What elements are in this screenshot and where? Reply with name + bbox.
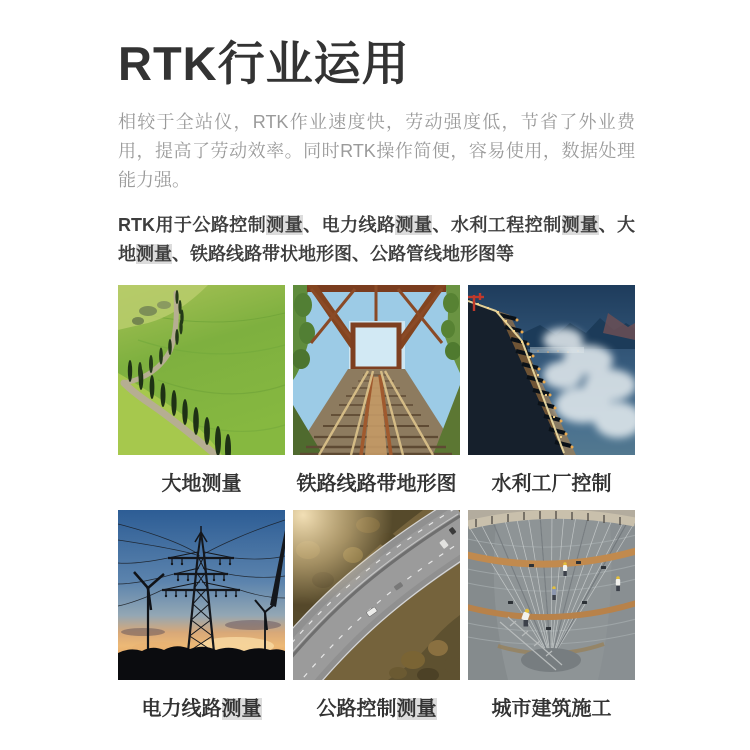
applications-paragraph bbox=[118, 211, 635, 269]
photo-caption bbox=[293, 680, 460, 735]
urban-construction-photo bbox=[468, 510, 635, 680]
power-line-pylon-photo bbox=[118, 510, 285, 680]
caption-text-segment: 水利工厂控制 bbox=[491, 472, 612, 495]
dam-spillway-photo bbox=[468, 285, 635, 455]
applications-text-segment: 、电力线路 bbox=[303, 214, 396, 235]
gallery-item bbox=[293, 285, 460, 510]
page-title: RTK行业运用 bbox=[118, 37, 410, 90]
gallery-item bbox=[468, 285, 635, 510]
highlighted-term: 测量 bbox=[396, 697, 437, 720]
intro-paragraph: 相较于全站仪，RTK作业速度快，劳动强度低，节省了外业费用，提高了劳动效率。同时RTK操作简便，容易使用，数据处理能力强。 bbox=[118, 111, 635, 190]
caption-text-segment: 城市建筑施工 bbox=[491, 697, 612, 720]
highlighted-term: 测量 bbox=[266, 214, 304, 235]
highway-photo bbox=[293, 510, 460, 680]
photo-caption bbox=[118, 680, 285, 735]
gallery-item bbox=[118, 510, 285, 735]
highlighted-term: 测量 bbox=[561, 214, 599, 235]
caption-text-segment: 铁路线路带地形图 bbox=[296, 472, 457, 495]
caption-text-segment: 公路控制 bbox=[316, 697, 397, 720]
geodetic-survey-field-photo bbox=[118, 285, 285, 455]
caption-text-segment: 大地测量 bbox=[161, 472, 242, 495]
highlighted-term: 测量 bbox=[221, 697, 262, 720]
gallery-item bbox=[293, 510, 460, 735]
applications-text-segment: RTK用于公路控制 bbox=[118, 214, 267, 235]
applications-text-segment: 、大地 bbox=[118, 214, 636, 264]
photo-caption bbox=[118, 455, 285, 510]
applications-text-segment: 、水利工程控制 bbox=[432, 214, 562, 235]
railway-strip-topography-photo bbox=[293, 285, 460, 455]
photo-caption bbox=[293, 455, 460, 510]
applications-text-segment: 、铁路线路带状地形图、公路管线地形图等 bbox=[172, 243, 514, 264]
photo-caption bbox=[468, 455, 635, 510]
photo-caption bbox=[468, 680, 635, 735]
gallery-item bbox=[118, 285, 285, 510]
application-gallery bbox=[118, 285, 635, 735]
gallery-item bbox=[468, 510, 635, 735]
highlighted-term: 测量 bbox=[395, 214, 433, 235]
caption-text-segment: 电力线路 bbox=[141, 697, 222, 720]
highlighted-term: 测量 bbox=[136, 243, 172, 264]
